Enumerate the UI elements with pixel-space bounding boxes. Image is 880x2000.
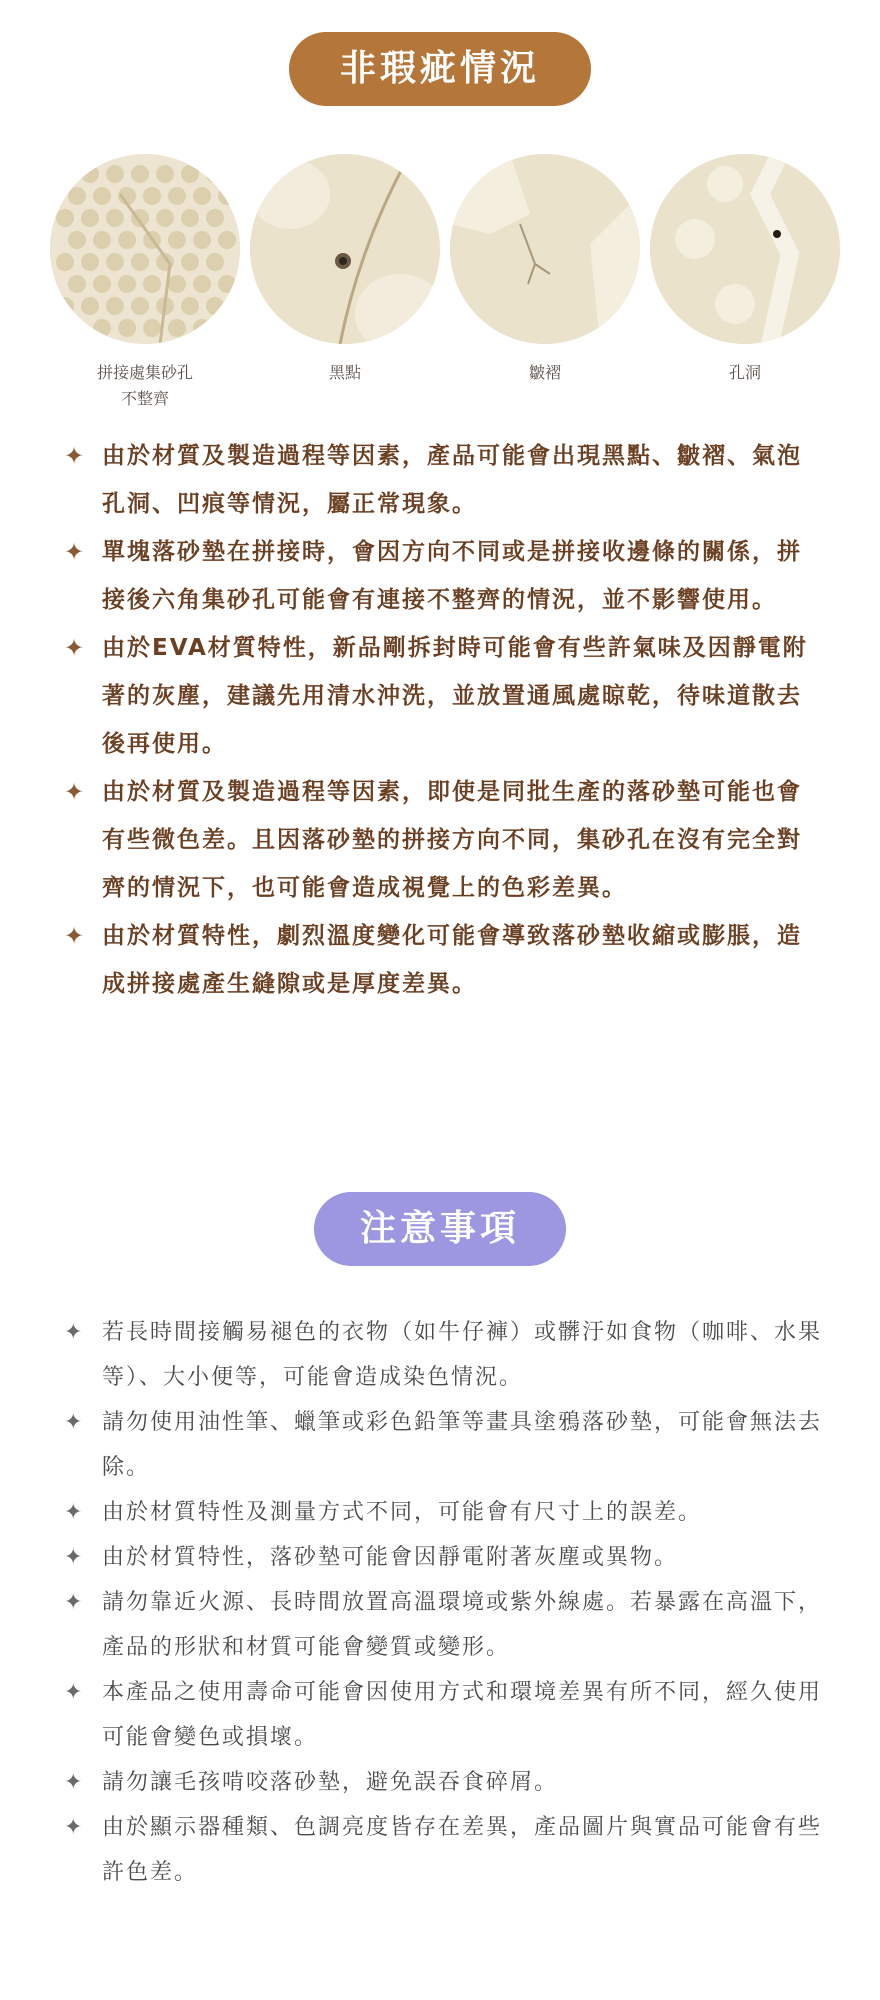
example-image-row	[50, 154, 840, 344]
sparkle-icon: ✦	[64, 1815, 85, 1840]
sparkle-icon: ✦	[64, 1320, 85, 1345]
section-title-non-defect: 非瑕疵情況	[289, 32, 591, 106]
sparkle-icon: ✦	[64, 442, 87, 470]
black-spot-image	[250, 154, 440, 344]
list-item: ✦ 請勿靠近火源、長時間放置高溫環境或紫外線處。若暴露在高溫下，產品的形狀和材質可能會變質或變形。	[64, 1580, 824, 1670]
section-title-notes: 注意事項	[314, 1192, 566, 1266]
joint-hole-image	[50, 154, 240, 344]
sparkle-icon: ✦	[64, 1680, 85, 1705]
sparkle-icon: ✦	[64, 1770, 85, 1795]
caption-wrinkle: 皺褶	[528, 363, 561, 382]
hole-image	[650, 154, 840, 344]
list-item: ✦ 由於材質特性，落砂墊可能會因靜電附著灰塵或異物。	[64, 1535, 824, 1580]
list-item: ✦ 單塊落砂墊在拼接時，會因方向不同或是拼接收邊條的關係，拼接後六角集砂孔可能會有連接不整齊的情況，並不影響使用。	[64, 528, 824, 624]
sparkle-icon: ✦	[64, 1590, 85, 1615]
list-item: ✦ 由於材質及製造過程等因素，產品可能會出現黑點、皺褶、氣泡孔洞、凹痕等情況，屬正常現象。	[64, 432, 824, 528]
wrinkle-image	[450, 154, 640, 344]
notes-list	[64, 1310, 824, 1895]
list-item: ✦ 由於材質特性及測量方式不同，可能會有尺寸上的誤差。	[64, 1490, 824, 1535]
sparkle-icon: ✦	[64, 634, 87, 662]
list-item: ✦ 請勿使用油性筆、蠟筆或彩色鉛筆等畫具塗鴉落砂墊，可能會無法去除。	[64, 1400, 824, 1490]
list-item: ✦ 本產品之使用壽命可能會因使用方式和環境差異有所不同，經久使用可能會變色或損壞。	[64, 1670, 824, 1760]
list-item: ✦ 由於材質及製造過程等因素，即使是同批生產的落砂墊可能也會有些微色差。且因落砂墊的拼接方向不同，集砂孔在沒有完全對齊的情況下，也可能會造成視覺上的色彩差異。	[64, 768, 824, 912]
sparkle-icon: ✦	[64, 1500, 85, 1525]
list-item: ✦ 由於EVA材質特性，新品剛拆封時可能會有些許氣味及因靜電附著的灰塵，建議先用清水沖洗，並放置通風處晾乾，待味道散去後再使用。	[64, 624, 824, 768]
caption-hole: 孔洞	[728, 363, 761, 382]
caption-black-spot: 黑點	[328, 363, 361, 382]
sparkle-icon: ✦	[64, 538, 87, 566]
sparkle-icon: ✦	[64, 778, 87, 806]
list-item: ✦ 由於顯示器種類、色調亮度皆存在差異，產品圖片與實品可能會有些許色差。	[64, 1805, 824, 1895]
sparkle-icon: ✦	[64, 922, 87, 950]
list-item: ✦ 由於材質特性，劇烈溫度變化可能會導致落砂墊收縮或膨脹，造成拼接處產生縫隙或是厚度差異。	[64, 912, 824, 1008]
non-defect-list	[64, 432, 824, 1008]
list-item: ✦ 若長時間接觸易褪色的衣物（如牛仔褲）或髒汙如食物（咖啡、水果等）、大小便等，可能會造成染色情況。	[64, 1310, 824, 1400]
sparkle-icon: ✦	[64, 1545, 85, 1570]
list-item: ✦ 請勿讓毛孩啃咬落砂墊，避免誤吞食碎屑。	[64, 1760, 824, 1805]
sparkle-icon: ✦	[64, 1410, 85, 1435]
caption-joint-holes: 拼接處集砂孔 不整齊	[96, 363, 193, 408]
